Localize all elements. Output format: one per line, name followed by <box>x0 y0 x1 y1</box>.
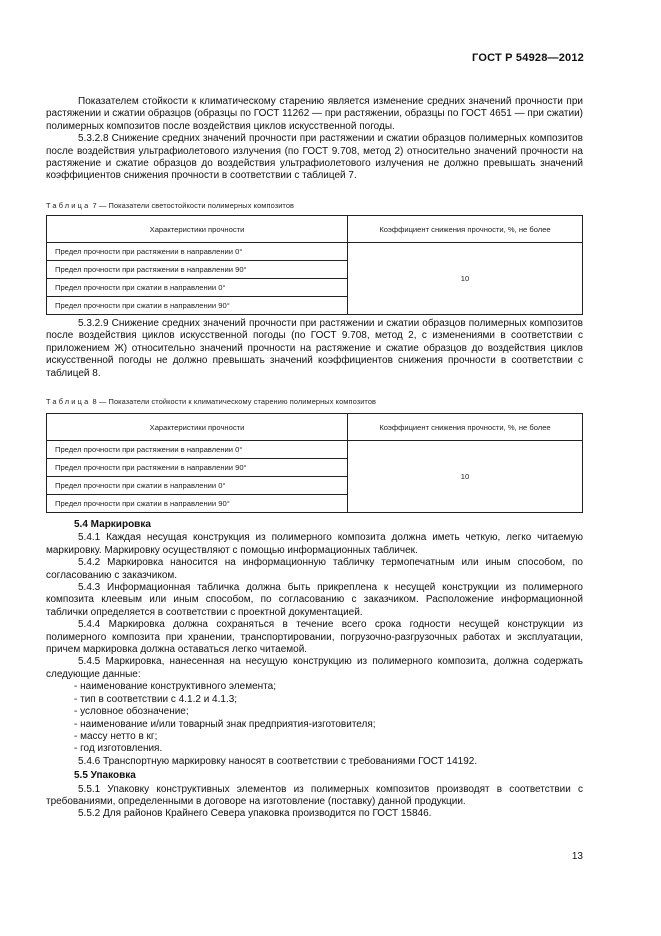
caption-text: 8 — Показатели стойкости к климатическому старению полимерных композитов <box>90 397 377 406</box>
table-header-row <box>47 414 583 441</box>
table-value-cell: 10 <box>348 441 583 513</box>
table-cell: Предел прочности при растяжении в направлении 0° <box>47 441 348 459</box>
paragraph-5-5-1: 5.5.1 Упаковку конструктивных элементов из полимерных композитов производят в соответствии с требованиями, определенными в договоре на изготовление (поставку) данной продукции. <box>46 783 583 807</box>
intro-text-block <box>46 96 583 183</box>
table-cell: Предел прочности при сжатии в направлении 0° <box>47 477 348 495</box>
table-cell: Предел прочности при растяжении в направлении 90° <box>47 261 348 279</box>
paragraph-5-4-4: 5.4.4 Маркировка должна сохраняться в течение всего срока годности несущей конструкции из полимерного композита при хранении, транспортировании, погрузочно-разгрузочных работах и эксплуатации, причем маркировка должна оставаться легко читаемой. <box>46 619 583 656</box>
table-cell: Предел прочности при сжатии в направлении 90° <box>47 495 348 513</box>
section-title-5-5: 5.5 Упаковка <box>74 770 136 782</box>
caption-text: 7 — Показатели светостойкости полимерных композитов <box>90 201 295 210</box>
caption-word: Таблица <box>46 397 91 406</box>
list-item: - наименование и/или товарный знак предприятия-изготовителя; <box>74 718 376 730</box>
list-item: - тип в соответствии с 4.1.2 и 4.1.3; <box>74 693 238 705</box>
table-cell: Предел прочности при сжатии в направлении 0° <box>47 279 348 297</box>
paragraph-5-4-2: 5.4.2 Маркировка наносится на информационную табличку термопечатным или иным способом, по согласованию с заказчиком. <box>46 557 583 581</box>
table-cell: Предел прочности при растяжении в направлении 0° <box>47 243 348 261</box>
paragraph-5-5-2: 5.5.2 Для районов Крайнего Севера упаковка производится по ГОСТ 15846. <box>78 808 432 820</box>
table-row <box>47 243 583 261</box>
page-number: 13 <box>571 851 583 862</box>
table-value-cell: 10 <box>348 243 583 315</box>
paragraph-5-4-5: 5.4.5 Маркировка, нанесенная на несущую конструкцию из полимерного композита, должна содержать следующие данные: <box>46 656 583 680</box>
mid-text-block <box>46 318 583 380</box>
paragraph-5-4-1: 5.4.1 Каждая несущая конструкция из полимерного композита должна иметь четкую, легко читаемую маркировку. Маркировку осуществляют с помощью информационных табличек. <box>46 532 583 556</box>
column-header-coefficient: Коэффициент снижения прочности, %, не более <box>348 216 583 243</box>
list-item: - наименование конструктивного элемента; <box>74 681 276 693</box>
paragraph-5-4-6: 5.4.6 Транспортную маркировку наносят в соответствии с требованиями ГОСТ 14192. <box>78 755 478 767</box>
table-7-caption <box>46 201 294 210</box>
table-8-caption <box>46 397 376 406</box>
paragraph-5-4-3: 5.4.3 Информационная табличка должна быть прикреплена к несущей конструкции из полимерного композита клеевым или иным способом, по согласованию с заказчиком. Расположение информационной таблички определяется в соответствии с проектной документацией. <box>46 582 583 618</box>
sections-text-block <box>46 517 583 821</box>
list-item: - год изготовления. <box>74 743 163 755</box>
paragraph: Показателем стойкости к климатическому старению является изменение средних значений прочности при растяжении и сжатии образцов (образцы по ГОСТ 11262 — при растяжении, образцы по ГОСТ 4651 — при сжатии) полимерных композитов после воздействия циклов искусственной погоды. <box>46 96 583 132</box>
list-item: - массу нетто в кг; <box>74 730 158 742</box>
list-item: - условное обозначение; <box>74 706 189 718</box>
table-8 <box>46 413 583 513</box>
column-header-strength: Характеристики прочности <box>47 216 348 243</box>
paragraph-5-3-2-8: 5.3.2.8 Снижение средних значений прочности при растяжении и сжатии образцов полимерных композитов после воздействия ультрафиолетового излучения (по ГОСТ 9.708, метод 2) относительно значений прочности на растяжение и сжатие образцов до воздействия ультрафиолетового излучения не должно превышать значений коэффициентов снижения прочности в соответствии с таблицей 7. <box>46 133 583 182</box>
table-7 <box>46 215 583 315</box>
table-cell: Предел прочности при растяжении в направлении 90° <box>47 459 348 477</box>
table-cell: Предел прочности при сжатии в направлении 90° <box>47 297 348 315</box>
paragraph-5-3-2-9: 5.3.2.9 Снижение средних значений прочности при растяжении и сжатии образцов полимерных композитов после воздействия циклов искусственной погоды (по ГОСТ 9.708, метод 2, с изменениями в соответствии с приложением Ж) относительно значений прочности на растяжение и сжатие образцов до воздействия циклов искусственной погоды не должно превышать значений коэффициентов снижения прочности в соответствии с таблицей 8. <box>46 318 583 379</box>
caption-word: Таблица <box>46 201 91 210</box>
table-header-row <box>47 216 583 243</box>
table-row <box>47 441 583 459</box>
column-header-coefficient: Коэффициент снижения прочности, %, не более <box>348 414 583 441</box>
column-header-strength: Характеристики прочности <box>47 414 348 441</box>
section-title-5-4: 5.4 Маркировка <box>74 519 151 530</box>
document-code-header: ГОСТ Р 54928—2012 <box>472 52 584 64</box>
